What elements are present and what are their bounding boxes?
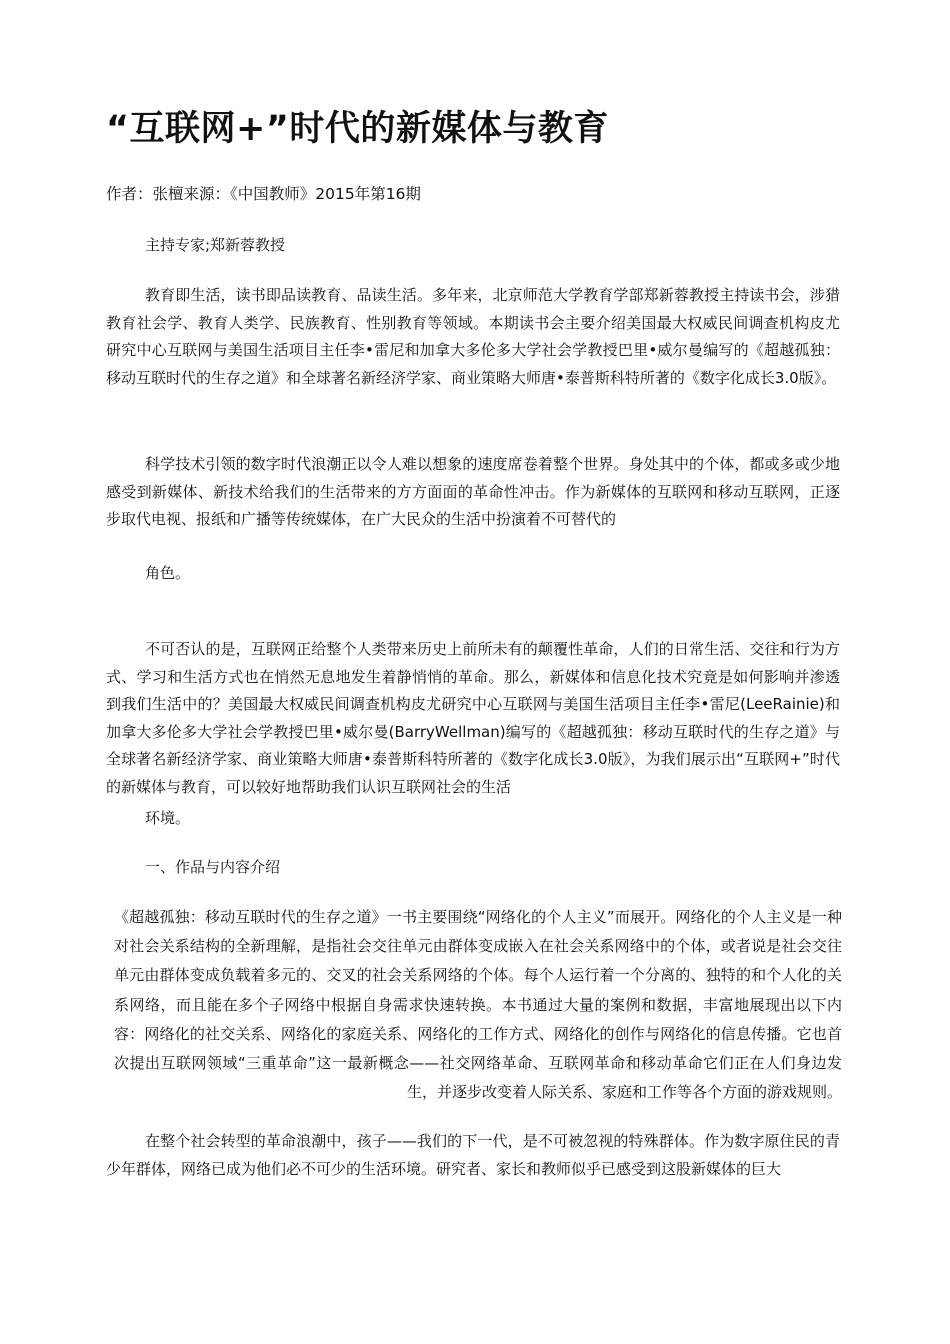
host-expert-line: 主持专家;郑新蓉教授 [145,236,286,254]
internet-revolution-paragraph: 不可否认的是，互联网正给整个人类带来历史上前所未有的颠覆性革命，人们的日常生活、交往和行为方式、学习和生活方式也在悄然无息地发生着静悄悄的革命。那么，新媒体和信息化技术究竟是如何影响并渗透到我们生活中的？美国最大权威民间调查机构皮尤研究中心互联网与美国生活项目主任李•雷尼(LeeRainie)和加拿大多伦多大学社会学教授巴里•威尔曼(BarryWellman)编写的《超越孤独：移动互联时代的生存之道》与全球著名新经济学家、商业策略大师唐•泰普斯科特所著的《数字化成长3.0版》，为我们展示出“互联网+”时代的新媒体与教育，可以较好地帮助我们认识互联网社会的生活 [106,640,840,796]
author-source-line: 作者：张檀来源：《中国教师》2015年第16期 [106,185,421,203]
digital-era-paragraph: 科学技术引领的数字时代浪潮正以令人难以想象的速度席卷着整个世界。身处其中的个体，都或多或少地感受到新媒体、新技术给我们的生活带来的方方面面的革命性冲击。作为新媒体的互联网和移动互联网，正逐步取代电视、报纸和广播等传统媒体，在广大民众的生活中扮演着不可替代的 [106,455,840,529]
digital-era-paragraph-tail: 角色。 [145,564,191,582]
section-heading: 一、作品与内容介绍 [145,858,281,876]
youth-paragraph: 在整个社会转型的革命浪潮中，孩子——我们的下一代，是不可被忽视的特殊群体。作为数字原住民的青少年群体，网络已成为他们必不可少的生活环境。研究者、家长和教师似乎已感受到这股新媒体的巨大 [106,1132,840,1178]
book-summary-paragraph: 《超越孤独：移动互联时代的生存之道》一书主要围绕“网络化的个人主义”而展开。网络化的个人主义是一种对社会关系结构的全新理解，是指社会交往单元由群体变成嵌入在社会关系网络中的个体，或者说是社会交往单元由群体变成负载着多元的、交叉的社会关系网络的个体。每个人运行着一个分离的、独特的和个人化的关系网络，而且能在多个子网络中根据自身需求快速转换。本书通过大量的案例和数据，丰富地展现出以下内容：网络化的社交关系、网络化的家庭关系、网络化的工作方式、网络化的创作与网络化的信息传播。它也首次提出互联网领域“三重革命”这一最新概念——社交网络革命、互联网革命和移动革命它们正在人们身边发生，并逐步改变着人际关系、家庭和工作等各个方面的游戏规则。 [114,908,842,1102]
intro-paragraph: 教育即生活，读书即品读教育、品读生活。多年来，北京师范大学教育学部郑新蓉教授主持读书会，涉猎教育社会学、教育人类学、民族教育、性别教育等领域。本期读书会主要介绍美国最大权威民间调查机构皮尤研究中心互联网与美国生活项目主任李•雷尼和加拿大多伦多大学社会学教授巴里•威尔曼编写的《超越孤独：移动互联时代的生存之道》和全球著名新经济学家、商业策略大师唐•泰普斯科特所著的《数字化成长3.0版》。 [106,286,840,387]
article-title: “互联网+”时代的新媒体与教育 [106,109,609,149]
internet-revolution-paragraph-tail: 环境。 [145,809,191,827]
